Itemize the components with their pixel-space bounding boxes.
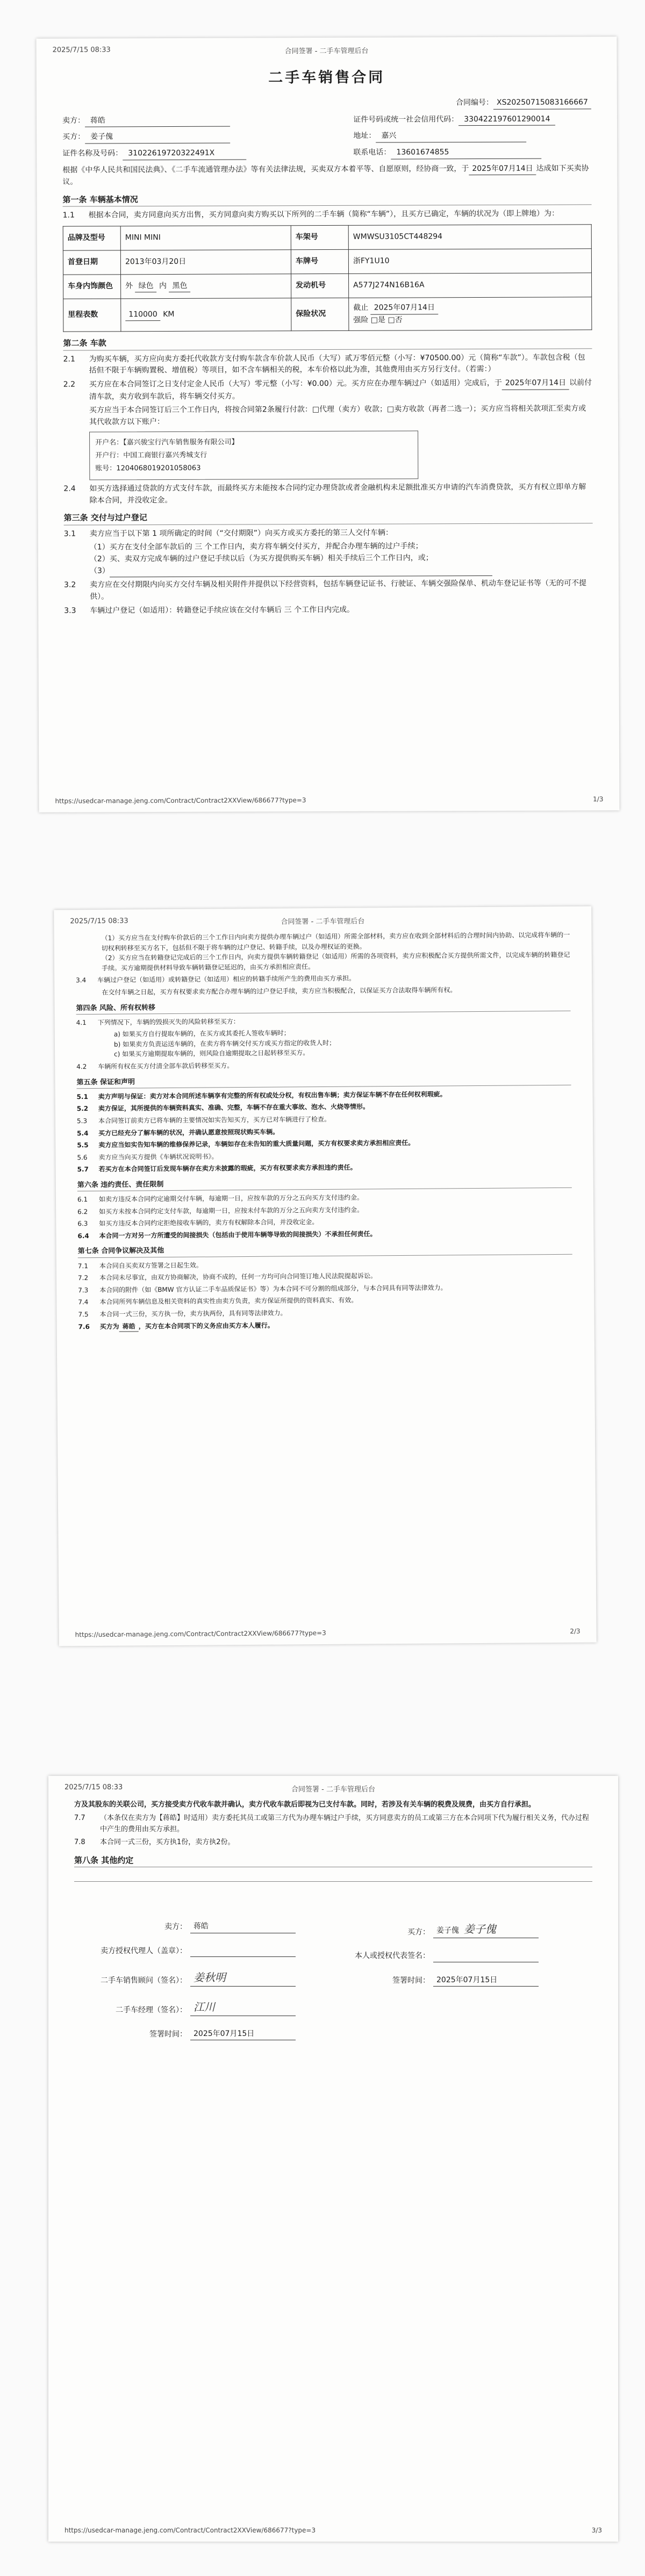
contract-number-value: XS20250715083166667 xyxy=(493,97,591,109)
clause-text: 为购买车辆，买方应向卖方委托代收款方支付购车款含车价款人民币（大写）贰万零佰元整（小写：¥70500.00）元（简称“车款”）。车款包含税（包括但不限于车辆购置税、增值税）等项目，如不含车辆相关的税，本车价格以此为准，其他费用由买方另行支付。（若需：） xyxy=(89,352,585,375)
sig-seller-date-label: 签署时间： xyxy=(149,2030,187,2039)
clause-number: 7.4 xyxy=(78,1298,89,1306)
buyer-phone: 13601674855 xyxy=(391,147,541,160)
brand-label: 品牌及型号 xyxy=(63,226,120,250)
clause-7-4 xyxy=(78,1294,572,1307)
clause-number: 5.2 xyxy=(76,1105,89,1113)
paragraph: （2）买方应当在转籍登记完成后的三个工作日内，向卖方提供车辆转籍登记（如适用）所需的各项资料，卖方应积极配合买方提供所需文件，以完成车辆的转籍登记手续。买方逾期提供材料导致车辆转籍登记延迟的，由买方承担相应责任。 xyxy=(101,951,570,972)
sig-seller-agent[interactable] xyxy=(190,1946,296,1957)
bank-acct: 1204068019201058063 xyxy=(116,464,201,473)
page-footer xyxy=(75,1628,580,1639)
clause-6-3 xyxy=(77,1215,572,1229)
footer-url[interactable]: https://usedcar-manage.jeng.com/Contract/Contract2XXView/686677?type=3 xyxy=(64,2527,316,2534)
vehicle-info-table xyxy=(63,224,592,332)
clause-3-1 xyxy=(64,527,593,540)
clause-number: 3.3 xyxy=(64,606,76,615)
page-footer xyxy=(64,2527,602,2534)
clause-text: 本合同未尽事宜，由双方协商解决，协商不成的，任何一方均可向合同签订地人民法院提起诉讼。 xyxy=(99,1272,377,1282)
color-ext-prefix: 外 xyxy=(125,281,133,290)
header-title: 合同签署 - 二手车管理后台 xyxy=(281,917,365,926)
clause-number: 6.4 xyxy=(77,1232,89,1240)
clause-text: 本合同自买卖双方签署之日起生效。 xyxy=(99,1261,203,1270)
color-label: 车身内饰颜色 xyxy=(63,275,121,299)
contract-number-label: 合同编号： xyxy=(455,98,494,107)
brand-value: MINI MINI xyxy=(120,226,291,250)
clause-5-6 xyxy=(77,1149,571,1163)
clause-7-7-a: （本条仅在卖方为【 xyxy=(100,1814,163,1822)
seller-name: 蒋皓 xyxy=(85,114,230,127)
seller-cert-label: 证件号码或统一社会信用代码： xyxy=(353,114,459,124)
table-row xyxy=(63,273,592,299)
section-1-title: 第一条 车辆基本情况 xyxy=(62,192,591,207)
page-footer xyxy=(55,795,603,805)
clause-text: 根据本合同，卖方同意向买方出售，买方同意向卖方购买以下所列的二手车辆（简称“车辆”），且买方已确定，车辆的状况为（即上牌地）为： xyxy=(88,209,560,220)
mileage-value xyxy=(121,298,291,332)
preamble-tail: 达成如下买卖协议。 xyxy=(62,163,589,187)
clause-3-1-c xyxy=(90,564,593,578)
clause-4-1 xyxy=(76,1014,571,1028)
table-row xyxy=(63,297,592,332)
clause-number: 2.2 xyxy=(63,380,76,389)
clause-5-2 xyxy=(77,1100,571,1114)
engine-label: 发动机号 xyxy=(291,274,349,298)
sig-manager: 江川 xyxy=(190,1998,296,2016)
clause-text: 若买方在本合同签订后发现车辆存在卖方未披露的瑕疵，买方有权要求卖方承担违约责任。 xyxy=(98,1163,357,1174)
clause-text xyxy=(89,377,592,403)
seller-row xyxy=(62,113,591,127)
clause-text: 卖方保证，其所提供的车辆资料真实、准确、完整，车辆不存在重大事故、泡水、火烧等情形。 xyxy=(98,1103,369,1113)
clause-number: 7.5 xyxy=(78,1311,89,1319)
bank-account-box xyxy=(89,430,419,480)
clause-7-1 xyxy=(78,1257,572,1271)
sig-buyer-agent[interactable] xyxy=(433,1951,539,1962)
contract-page-3 xyxy=(48,1776,618,2542)
clause-number: 5.5 xyxy=(77,1141,89,1149)
clause-number: 6.2 xyxy=(77,1207,88,1215)
color-ext: 绿色 xyxy=(135,280,157,293)
header-title: 合同签署 - 二手车管理后台 xyxy=(284,47,369,56)
clause-number: 2.1 xyxy=(63,355,75,364)
clause-text: 本合同一式三份，买方执一份，卖方执两份，具有同等法律效力。 xyxy=(99,1309,287,1318)
bank-name-label: 开户行： xyxy=(95,451,124,460)
vin-value: WMWSU3105CT448294 xyxy=(348,225,591,250)
clause-text xyxy=(100,1318,573,1332)
first-reg-value: 2013年03月20日 xyxy=(120,250,291,275)
sig-seller-date: 2025年07月15日 xyxy=(190,2028,296,2040)
clause-7-5 xyxy=(78,1306,572,1320)
clause-number: 5.1 xyxy=(76,1092,88,1101)
buyer-phone-label: 联系电话： xyxy=(353,148,391,157)
clause-3-2 xyxy=(64,578,593,603)
clause-4-1-c: c) 如果买方逾期提取车辆的，则风险自逾期提取之日起转移至买方。 xyxy=(114,1049,310,1059)
clause-number: 1.1 xyxy=(62,211,75,220)
clause-text: 下列情况下，车辆的毁损灭失的风险转移至买方： xyxy=(97,1017,240,1026)
clause-text: 买方已经充分了解车辆的状况，并确认愿意按照现状购买车辆。 xyxy=(98,1128,280,1137)
buyer-cert-row xyxy=(62,146,591,160)
clause-text: 本合同一式三份，买方执1份，卖方执2份。 xyxy=(100,1838,235,1847)
paragraph: （1）买方应当在支付购车价款后的三个工作日内向卖方提供办理车辆过户（如适用）所需全部材料，卖方应在收到全部材料后的合理时间内协助、以完成将车辆的一切权利转移至买方名下，包括但不限于将车辆的过户登记、转籍手续，以及办理权证的更换。 xyxy=(101,931,570,952)
section-6-title: 第六条 违约责任、责任限制 xyxy=(77,1177,572,1192)
bank-payee-label: 开户名： xyxy=(95,438,124,447)
clause-7-6 xyxy=(78,1318,573,1332)
buyer-addr: 嘉兴 xyxy=(376,130,526,143)
sig-buyer-date: 2025年07月15日 xyxy=(433,1974,539,1987)
color-int: 黑色 xyxy=(169,280,190,292)
section-8-title: 第八条 其他约定 xyxy=(74,1854,592,1867)
clause-number: 7.1 xyxy=(77,1262,88,1270)
color-value xyxy=(121,274,291,299)
clause-7-6-name: 蒋皓 xyxy=(119,1321,139,1332)
clause-text: 卖方应在交付期限内向买方交付车辆及相关附件并提供以下经营资料，包括车辆登记证书、行驶证、车辆交强险保单、机动车登记证书等（无的可不提供）。 xyxy=(90,579,587,601)
clause-2-3: 买方应当于本合同签订后三个工作日内，将按合同第2条履行付款：□代理（卖方）收款；□卖方收款（再者二选一）；买方应当将相关款项汇至卖方或其代收款方以下账户： xyxy=(89,404,586,427)
insurance-due-prefix: 截止 xyxy=(353,303,369,312)
mileage-number: 110000 xyxy=(125,309,161,321)
buyer-label: 买方： xyxy=(62,132,85,141)
seller-cert: 330422197601290014 xyxy=(458,113,555,126)
footer-page: 2/3 xyxy=(570,1627,580,1635)
clause-number: 5.7 xyxy=(77,1165,89,1174)
clause-number: 3.1 xyxy=(63,529,76,538)
footer-url[interactable]: https://usedcar-manage.jeng.com/Contract/Contract2XXView/686677?type=3 xyxy=(55,796,306,805)
clause-3-4 xyxy=(76,972,570,985)
buyer-row xyxy=(62,130,591,144)
clause-4-1-a: a) 如果买方自行提取车辆的，在买方或其委托人签收车辆时； xyxy=(113,1029,290,1039)
clause-7-7-name: 蒋皓 xyxy=(163,1814,177,1822)
clause-text: 车辆所有权在买方付清全部车款后转移至买方。 xyxy=(98,1062,234,1071)
clause-text: 如卖方违反本合同约定逾期交付车辆，每逾期一日，应按车款的万分之五向买方支付违约金。 xyxy=(98,1193,364,1204)
clause-text: 卖方应当于以下第 1 项所确定的时间（“交付期限”）向买方或买方委托的第三人交付车辆： xyxy=(89,528,393,538)
bank-payee: 【嘉兴骏宝行汽车销售服务有限公司】 xyxy=(123,438,239,447)
signature-block xyxy=(74,1909,592,2052)
clause-2-2-text: 买方应在本合同签订之日支付定金人民币（大写）零元整（小写：¥0.00）元。买方应在办理车辆过户（如适用）完成后，于 xyxy=(89,378,502,389)
sig-seller-agent-label: 卖方授权代理人（盖章）： xyxy=(101,1946,187,1955)
clause-6-2 xyxy=(77,1203,572,1217)
clause-7-7 xyxy=(74,1813,592,1836)
section-7-title: 第七条 合同争议解决及其他 xyxy=(78,1243,572,1258)
clause-text: 如买方选择通过贷款的方式支付车款，而最终买方未能按本合同约定办理贷款或者金融机构未足额批准买方申请的汽车消费贷款，买方有权立即单方解除本合同，并没收定金。 xyxy=(89,483,586,505)
mileage-unit: KM xyxy=(163,310,175,319)
clause-text: 车辆过户登记（如适用）：转籍登记手续应该在交付车辆后 三 个工作日内完成。 xyxy=(90,605,355,615)
paragraph: 方及其股东的关联公司，买方接受卖方代收车款并确认，卖方代收车款后即视为已支付车款。同时，若涉及有关车辆的税费及规费，由买方自行承担。 xyxy=(74,1801,536,1809)
clause-2-1 xyxy=(63,352,592,377)
buyer-signatures xyxy=(333,1909,592,2052)
clause-4-2 xyxy=(76,1059,571,1072)
clause-3-1-c-text: （3） xyxy=(89,566,110,575)
preamble-date: 2025年07月14日 xyxy=(469,163,536,175)
buyer-cert-label: 证件名称及号码： xyxy=(62,149,123,158)
clause-2-4 xyxy=(63,481,592,507)
seller-label: 卖方： xyxy=(62,116,85,125)
section-2-title: 第二条 车款 xyxy=(63,336,592,351)
buyer-addr-label: 地址： xyxy=(353,131,376,141)
clause-5-3 xyxy=(77,1113,571,1126)
table-row xyxy=(63,225,591,250)
contract-page-2 xyxy=(54,906,597,1646)
buyer-name: 姜子傀 xyxy=(85,131,230,144)
clause-text: 卖方应当向买方提供《车辆状况说明书》。 xyxy=(98,1153,218,1161)
preamble-text: 根据《中华人民共和国民法典》、《二手车流通管理办法》等有关法律法规，买卖双方本着平等、自愿原则，经协商一致，于 xyxy=(62,164,469,175)
clause-number: 5.6 xyxy=(77,1153,88,1161)
table-row xyxy=(63,249,591,275)
clause-3-1-a: （1）买方在支付全部车款后的 三 个工作日内，卖方将车辆交付买方，并配合办理车辆的过户手续； xyxy=(89,542,423,552)
clause-number: 3.4 xyxy=(76,976,87,984)
clause-text: 本合同签订前卖方已将车辆的主要情况如实告知买方，买方已对车辆进行了检查。 xyxy=(98,1115,331,1125)
clause-number: 5.3 xyxy=(76,1117,88,1125)
clause-2-2-tail: 以前付清车款，卖方收到车款后，将车辆交付买方。 xyxy=(89,378,592,401)
clause-text: 如买方未按本合同约定支付车款，每逾期一日，应按未付车款的万分之五向卖方支付违约金。 xyxy=(99,1206,364,1215)
other-terms-line xyxy=(74,1870,592,1882)
clause-7-7-b: 】时适用）卖方委托其员工或第三方代为办理车辆过户手续，买方同意卖方的员工或第三方在本合同项下代为履行相关义务，代办过程中产生的费用由买方承担。 xyxy=(100,1814,590,1833)
sig-dealer: 姜秋明 xyxy=(190,1969,296,1987)
clause-4-1-b: b) 如果卖方负责运送车辆的，在卖方将车辆交付买方或买方指定的收货人时； xyxy=(113,1039,336,1048)
plate-value: 浙FY1U10 xyxy=(348,249,591,274)
clause-number: 7.2 xyxy=(77,1274,89,1282)
clause-number: 7.8 xyxy=(74,1838,85,1847)
preamble xyxy=(62,163,591,189)
header-date: 2025/7/15 08:33 xyxy=(52,46,111,54)
sig-seller-label: 卖方： xyxy=(164,1923,187,1932)
footer-page: 1/3 xyxy=(593,795,604,803)
bank-name: 中国工商银行嘉兴秀城支行 xyxy=(123,451,207,460)
clause-text: 本合同一方对另一方所遭受的间接损失（包括由于使用车辆等导致的间接损失）不承担任何责任。 xyxy=(99,1230,377,1240)
clause-text: 本合同的附件（如《BMW 官方认证二手车品质保证书》等）为本合同不可分割的组成部分，与本合同具有同等法律效力。 xyxy=(99,1284,447,1294)
clause-text: 卖方声明与保证：卖方对本合同所述车辆享有完整的所有权或处分权，有权出售车辆；卖方保证车辆不存在任何权利瑕疵。 xyxy=(98,1090,447,1100)
clause-3-3 xyxy=(64,603,593,617)
color-int-prefix: 内 xyxy=(159,281,167,290)
clause-number: 6.3 xyxy=(77,1220,88,1228)
clause-3-1-b: （2）买、卖双方完成车辆的过户登记手续以后（为买方提供购买车辆）相关手续后三个工作日内，或； xyxy=(89,553,433,564)
sig-buyer-handwriting: 姜子傀 xyxy=(463,1923,496,1936)
sig-buyer-date-label: 签署时间： xyxy=(392,1976,430,1985)
clause-7-2 xyxy=(78,1270,572,1283)
mileage-label: 里程表数 xyxy=(63,299,121,332)
header-date: 2025/7/15 08:33 xyxy=(64,1783,123,1791)
seller-signatures xyxy=(74,1909,333,2052)
insurance-options: 强险 □是 □否 xyxy=(353,315,403,325)
clause-2-2-date: 2025年07月14日 xyxy=(502,377,569,390)
sig-buyer-agent-label: 本人或授权代表签名： xyxy=(355,1952,430,1961)
plate-label: 车牌号 xyxy=(291,249,348,274)
header-title: 合同签署 - 二手车管理后台 xyxy=(291,1786,375,1794)
insurance-value xyxy=(349,297,592,331)
clause-7-6-b: ，买方在本合同项下的义务应由买方本人履行。 xyxy=(138,1321,274,1330)
clause-number: 4.1 xyxy=(76,1018,87,1026)
clause-5-5 xyxy=(77,1137,571,1150)
sig-buyer-label: 买方： xyxy=(407,1927,430,1937)
clause-number: 5.4 xyxy=(77,1129,89,1137)
clause-5-1 xyxy=(77,1089,571,1102)
paragraph: 在交付车辆之日起，买方有权要求卖方配合办理车辆的过户登记手续，卖方应当积极配合，以保证买方合法取得车辆所有权。 xyxy=(102,986,457,996)
contract-page-1 xyxy=(36,37,619,812)
sig-dealer-label: 二手车销售顾问（签名）： xyxy=(101,1976,187,1985)
page-header xyxy=(70,914,575,926)
page-header xyxy=(52,44,601,56)
clause-1-1 xyxy=(63,208,592,222)
section-3-title: 第三条 交付与过户登记 xyxy=(64,510,593,526)
clause-text: 本合同所列车辆信息及相关资料的真实性由卖方负责，卖方保证所提供的资料真实、有效。 xyxy=(99,1296,358,1306)
footer-url[interactable]: https://usedcar-manage.jeng.com/Contract/Contract2XXView/686677?type=3 xyxy=(75,1629,326,1639)
clause-number: 7.3 xyxy=(78,1286,89,1294)
clause-text: 车辆过户登记（如适用）或转籍登记（如适用）相应的转籍手续所产生的费用由买方承担。 xyxy=(97,974,356,984)
sig-buyer xyxy=(433,1920,539,1938)
clause-6-4 xyxy=(77,1228,572,1241)
header-date: 2025/7/15 08:33 xyxy=(70,917,128,926)
clause-7-8 xyxy=(74,1837,592,1848)
buyer-cert: 31022619720322491X xyxy=(123,147,246,160)
clause-7-3 xyxy=(78,1282,572,1296)
clause-number: 3.2 xyxy=(64,581,76,590)
insurance-due: 2025年07月14日 xyxy=(371,302,438,314)
first-reg-label: 首登日期 xyxy=(63,250,120,275)
clause-number: 7.6 xyxy=(78,1322,90,1330)
clause-6-1 xyxy=(77,1191,572,1205)
clause-number: 7.7 xyxy=(74,1814,85,1822)
contract-number xyxy=(62,97,591,111)
bank-acct-label: 账号： xyxy=(95,464,117,473)
clause-5-7 xyxy=(77,1161,572,1175)
section-4-title: 第四条 风险、所有权转移 xyxy=(76,999,570,1014)
clause-number: 2.4 xyxy=(63,484,76,493)
clause-text: 如买方违反本合同约定拒绝接收车辆的，卖方有权解除本合同，并没收定金。 xyxy=(99,1218,319,1228)
clause-number: 6.1 xyxy=(77,1196,88,1204)
section-5-title: 第五条 保证和声明 xyxy=(76,1074,571,1089)
clause-5-4 xyxy=(77,1125,571,1138)
sig-seller: 蒋皓 xyxy=(190,1920,296,1933)
sig-manager-label: 二手车经理（签名）： xyxy=(116,2005,187,2014)
sig-buyer-name: 姜子傀 xyxy=(436,1926,459,1935)
clause-number: 4.2 xyxy=(76,1063,87,1071)
clause-7-6-a: 买方为 xyxy=(99,1322,119,1330)
clause-text xyxy=(100,1813,592,1836)
contract-title: 二手车销售合同 xyxy=(268,69,385,87)
clause-2-2 xyxy=(63,377,592,403)
clause-text: 卖方应当如实告知车辆的维修保养记录，车辆如存在未告知的重大质量问题，买方有权要求卖方承担相应责任。 xyxy=(98,1139,415,1149)
insurance-label: 保险状况 xyxy=(291,298,349,331)
engine-value: A577J274N16B16A xyxy=(349,273,592,298)
footer-page: 3/3 xyxy=(591,2527,602,2534)
vin-label: 车架号 xyxy=(291,225,348,249)
